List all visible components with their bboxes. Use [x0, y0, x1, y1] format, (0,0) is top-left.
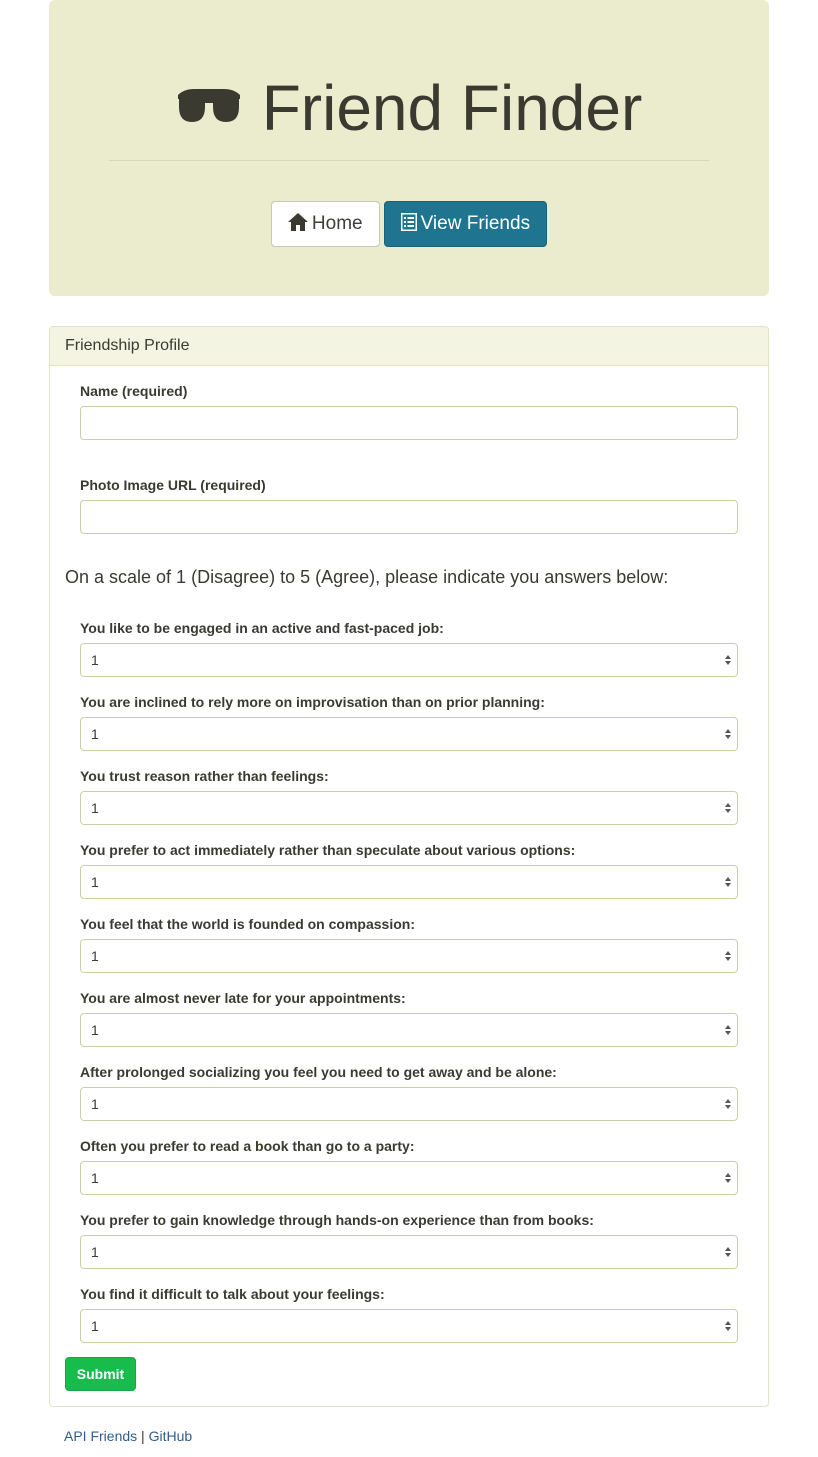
question-select[interactable]: [80, 717, 738, 751]
scale-instructions: On a scale of 1 (Disagree) to 5 (Agree), please indicate you answers below:: [65, 567, 669, 587]
name-input[interactable]: [80, 406, 738, 440]
panel-heading: Friendship Profile: [50, 327, 768, 366]
question-label: You find it difficult to talk about your feelings:: [80, 1286, 385, 1302]
question-select-value: 1: [91, 652, 99, 668]
question-select-value: 1: [91, 1244, 99, 1260]
select-arrows-icon: [723, 949, 733, 963]
question-label: You trust reason rather than feelings:: [80, 768, 329, 784]
question-label: You feel that the world is founded on compassion:: [80, 916, 415, 932]
view-friends-button[interactable]: [384, 201, 547, 247]
question-label: You are inclined to rely more on improvisation than on prior planning:: [80, 694, 545, 710]
select-arrows-icon: [723, 1245, 733, 1259]
question-select-value: 1: [91, 1318, 99, 1334]
question-select-value: 1: [91, 726, 99, 742]
github-link[interactable]: GitHub: [148, 1428, 193, 1444]
question-select[interactable]: [80, 643, 738, 677]
footer: [64, 1428, 192, 1444]
home-button-label: Home: [311, 213, 363, 234]
question-select[interactable]: [80, 1161, 738, 1195]
question-label: Often you prefer to read a book than go to a party:: [80, 1138, 415, 1154]
question-label: You are almost never late for your appointments:: [80, 990, 406, 1006]
home-button[interactable]: [271, 201, 380, 247]
select-arrows-icon: [723, 1023, 733, 1037]
select-arrows-icon: [723, 653, 733, 667]
question-label: After prolonged socializing you feel you need to get away and be alone:: [80, 1064, 557, 1080]
question-select-value: 1: [91, 800, 99, 816]
nav-buttons: [49, 201, 769, 247]
submit-button[interactable]: Submit: [65, 1357, 136, 1391]
question-select[interactable]: [80, 1235, 738, 1269]
list-icon: [401, 213, 417, 231]
question-select-value: 1: [91, 1022, 99, 1038]
question-select[interactable]: [80, 1309, 738, 1343]
photo-url-label: Photo Image URL (required): [80, 477, 266, 493]
page-title-text: Friend Finder: [261, 72, 643, 144]
question-select-value: 1: [91, 948, 99, 964]
select-arrows-icon: [723, 1097, 733, 1111]
question-select-value: 1: [91, 1170, 99, 1186]
sunglasses-icon: [176, 87, 242, 127]
question-select[interactable]: [80, 791, 738, 825]
select-arrows-icon: [723, 727, 733, 741]
question-select-value: 1: [91, 874, 99, 890]
select-arrows-icon: [723, 875, 733, 889]
api-friends-link[interactable]: API Friends: [64, 1428, 138, 1444]
question-select[interactable]: [80, 865, 738, 899]
select-arrows-icon: [723, 1319, 733, 1333]
home-icon: [288, 213, 308, 231]
select-arrows-icon: [723, 1171, 733, 1185]
title-divider: [109, 160, 709, 161]
select-arrows-icon: [723, 801, 733, 815]
question-label: You like to be engaged in an active and fast-paced job:: [80, 620, 444, 636]
question-select[interactable]: [80, 939, 738, 973]
photo-url-input[interactable]: [80, 500, 738, 534]
name-label: Name (required): [80, 383, 188, 399]
question-label: You prefer to act immediately rather than speculate about various options:: [80, 842, 576, 858]
question-label: You prefer to gain knowledge through hands-on experience than from books:: [80, 1212, 594, 1228]
question-select-value: 1: [91, 1096, 99, 1112]
jumbotron-header: [49, 0, 769, 296]
question-select[interactable]: [80, 1087, 738, 1121]
friendship-profile-panel: [49, 326, 769, 1407]
footer-separator: |: [141, 1428, 145, 1444]
page-title: [49, 70, 769, 146]
question-select[interactable]: [80, 1013, 738, 1047]
view-friends-button-label: View Friends: [420, 213, 531, 234]
